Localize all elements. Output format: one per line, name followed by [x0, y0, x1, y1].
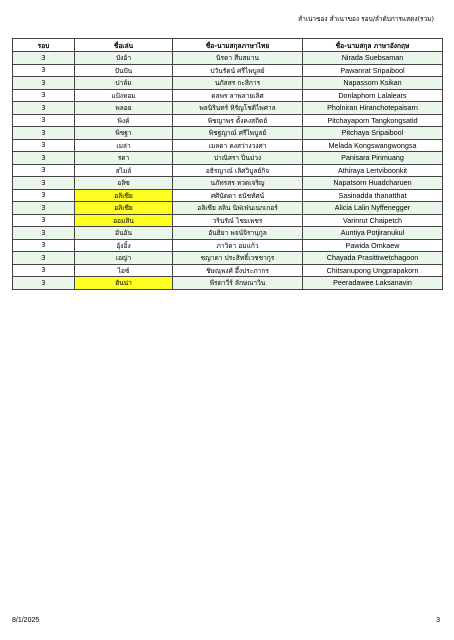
table-row [13, 214, 443, 227]
cell-english-name: Donlaphorn Lalalears [303, 89, 443, 102]
table-row [13, 227, 443, 240]
cell-round: 3 [13, 264, 75, 277]
cell-english-name: Pitchayaporn Tangkongsatid [303, 114, 443, 127]
cell-thai-name: วรินรัณ์ ไชยเพชร [173, 214, 303, 227]
table-row [13, 189, 443, 202]
cell-thai-name: พีรดาวีร์ ลักษณาวิน [173, 277, 303, 290]
cell-round: 3 [13, 252, 75, 265]
cell-round: 3 [13, 89, 75, 102]
cell-round: 3 [13, 64, 75, 77]
cell-english-name: Nirada Suebsaman [303, 52, 443, 65]
cell-english-name: Chayada Prasittiwetchagoon [303, 252, 443, 265]
cell-round: 3 [13, 202, 75, 215]
cell-nickname: ไอซ์ [75, 264, 173, 277]
cell-nickname: รดา [75, 152, 173, 165]
cell-thai-name: ปาณิสรา ปิ่นม่วง [173, 152, 303, 165]
roster-table [12, 38, 443, 290]
column-header-english-name: ชื่อ-นามสกุล ภาษาอังกฤษ [303, 39, 443, 52]
table-row [13, 202, 443, 215]
cell-round: 3 [13, 102, 75, 115]
cell-nickname: บังอ้า [75, 52, 173, 65]
cell-nickname: อันอัน [75, 227, 173, 240]
cell-nickname: อลิเซีย [75, 202, 173, 215]
cell-english-name: Pawida Omkaew [303, 239, 443, 252]
cell-thai-name: ศศินัดดา ธนัชทัศน์ [173, 189, 303, 202]
cell-round: 3 [13, 127, 75, 140]
table-row [13, 177, 443, 190]
cell-thai-name: พลนิรินทร์ หิรัญโชติไพศาล [173, 102, 303, 115]
table-row [13, 77, 443, 90]
cell-nickname: อลิซ [75, 177, 173, 190]
cell-english-name: Melada Kongswangwongsa [303, 139, 443, 152]
cell-english-name: Pawanrat Sripaibool [303, 64, 443, 77]
cell-round: 3 [13, 277, 75, 290]
footer-date: 8/1/2025 [12, 617, 40, 624]
cell-english-name: Pholniran Hiranchotepaisarn [303, 102, 443, 115]
cell-round: 3 [13, 227, 75, 240]
cell-english-name: Napatsorn Huadcharuen [303, 177, 443, 190]
table-row [13, 127, 443, 140]
cell-nickname: ปาล์ม [75, 77, 173, 90]
cell-thai-name: ภาวิดา อมแก้ว [173, 239, 303, 252]
cell-nickname: พิงค์ [75, 114, 173, 127]
cell-thai-name: อันธิยา พจน์จิรานุกูล [173, 227, 303, 240]
cell-thai-name: นภัสสร กะสิการ [173, 77, 303, 90]
cell-nickname: พลอย [75, 102, 173, 115]
cell-thai-name: พิชฐญาณ์ ศรีไพบูลย์ [173, 127, 303, 140]
cell-thai-name: ชญาดา ประสิทธิ์เวชชากูร [173, 252, 303, 265]
column-header-round: รอบ [13, 39, 75, 52]
cell-round: 3 [13, 77, 75, 90]
cell-round: 3 [13, 152, 75, 165]
cell-thai-name: ปวันรัตน์ ศรีไพบูลย์ [173, 64, 303, 77]
cell-nickname: อุ้งอิ้ง [75, 239, 173, 252]
cell-thai-name: ชิษณุพงศ์ อึ้งประภากร [173, 264, 303, 277]
table-row [13, 252, 443, 265]
column-header-thai-name: ชื่อ-นามสกุลภาษาไทย [173, 39, 303, 52]
cell-round: 3 [13, 164, 75, 177]
table-row [13, 277, 443, 290]
cell-english-name: Chitsanupong Ungprapakorn [303, 264, 443, 277]
page-header: สำเนาของ สำเนาของ รอบ/ลำดับการแสดง(รวม) [298, 15, 434, 23]
cell-english-name: Alicia Lalin Nyffenegger [303, 202, 443, 215]
cell-nickname: ออมสิน [75, 214, 173, 227]
cell-round: 3 [13, 214, 75, 227]
cell-thai-name: นภัทรสร หวดเจริญ [173, 177, 303, 190]
cell-nickname: เอญ่า [75, 252, 173, 265]
table-header-row [13, 39, 443, 52]
table-row [13, 264, 443, 277]
cell-english-name: Auntiya Potjiranukul [303, 227, 443, 240]
cell-thai-name: นิรดา สืบสมาน [173, 52, 303, 65]
column-header-nickname: ชื่อเล่น [75, 39, 173, 52]
cell-round: 3 [13, 239, 75, 252]
cell-english-name: Peeradawee Laksanavin [303, 277, 443, 290]
cell-round: 3 [13, 114, 75, 127]
table-row [13, 102, 443, 115]
cell-english-name: Pitchaya Sripaibool [303, 127, 443, 140]
cell-round: 3 [13, 52, 75, 65]
table-row [13, 152, 443, 165]
table-row [13, 89, 443, 102]
table-row [13, 139, 443, 152]
cell-thai-name: ดลพร ลาพลายเลิศ [173, 89, 303, 102]
table-row [13, 239, 443, 252]
cell-thai-name: อลิเซีย ลลิน นิฟเฟ่นเนกเกอร์ [173, 202, 303, 215]
cell-thai-name: เมลดา คงสว่างวงศา [173, 139, 303, 152]
cell-nickname: พิชฐา [75, 127, 173, 140]
cell-nickname: ปันปัน [75, 64, 173, 77]
cell-thai-name: อธิรญาณ์ เลิศวิบูลย์กิจ [173, 164, 303, 177]
footer-page-number: 3 [436, 617, 440, 624]
cell-english-name: Sasinadda thanatthat [303, 189, 443, 202]
cell-english-name: Athiraya Lertviboonkit [303, 164, 443, 177]
table-row [13, 164, 443, 177]
cell-thai-name: พิชญาพร ตั้งคงสถิตย์ [173, 114, 303, 127]
cell-nickname: เมล่า [75, 139, 173, 152]
cell-round: 3 [13, 177, 75, 190]
cell-round: 3 [13, 139, 75, 152]
cell-nickname: ฮันน่า [75, 277, 173, 290]
cell-nickname: สไมล์ [75, 164, 173, 177]
cell-english-name: Napassorn Ksikan [303, 77, 443, 90]
table-row [13, 52, 443, 65]
cell-round: 3 [13, 189, 75, 202]
cell-nickname: แป้งหอม [75, 89, 173, 102]
cell-english-name: Panisara Pinmuang [303, 152, 443, 165]
cell-english-name: Varinrut Chaipetch [303, 214, 443, 227]
table-row [13, 114, 443, 127]
table-row [13, 64, 443, 77]
cell-nickname: อลิเซีย [75, 189, 173, 202]
